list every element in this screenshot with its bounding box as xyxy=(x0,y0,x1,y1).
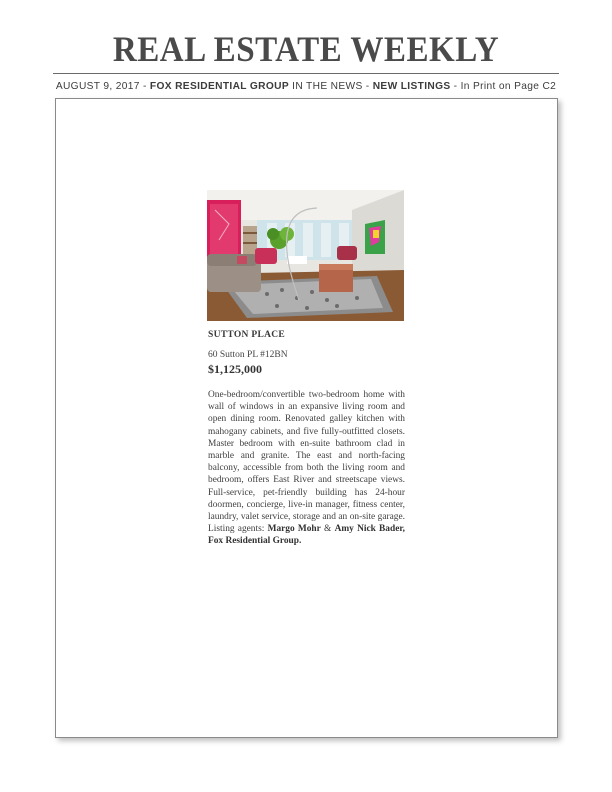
listing-agent-1: Margo Mohr xyxy=(267,524,321,535)
dateline-print-note: - In Print on Page C2 xyxy=(450,81,557,92)
dateline xyxy=(53,81,559,92)
dateline-separator: - xyxy=(139,81,150,92)
listing-description-text: One-bedroom/convertible two-bedroom home with wall of windows in an expansive living room and open dining room. Renovated galley kitchen with mahogany cabinets, and five fully-outfitted closets. Master bedroom with en-suite bathroom clad in marble and granite. The east and north-facing balcony, accessible from both the living room and bedroom, offers East River and streetscape views. Full-service, pet-friendly building has 24-hour doormen, concierge, live-in manager, fitness center, laundry, valet service, storage and an on-site garage. Listing agents: xyxy=(208,390,405,535)
listing-photo xyxy=(207,190,404,321)
dateline-date: AUGUST 9, 2017 xyxy=(55,81,140,92)
listing-agent-separator: & xyxy=(320,524,335,535)
listing-neighborhood: SUTTON PLACE xyxy=(208,330,286,340)
listing-address: 60 Sutton PL #12BN xyxy=(208,350,288,360)
masthead-rule xyxy=(53,73,559,74)
dateline-in-the-news: IN THE NEWS xyxy=(288,81,363,92)
dateline-company: FOX RESIDENTIAL GROUP xyxy=(149,81,289,92)
dateline-separator: - xyxy=(362,81,373,92)
listing-description xyxy=(208,389,405,548)
listing-agent-2: Amy Nick Bader, Fox Residential Group. xyxy=(208,524,406,547)
listing-price: $1,125,000 xyxy=(208,362,262,376)
dateline-section: NEW LISTINGS xyxy=(372,81,451,92)
masthead-title: REAL ESTATE WEEKLY xyxy=(112,29,500,69)
